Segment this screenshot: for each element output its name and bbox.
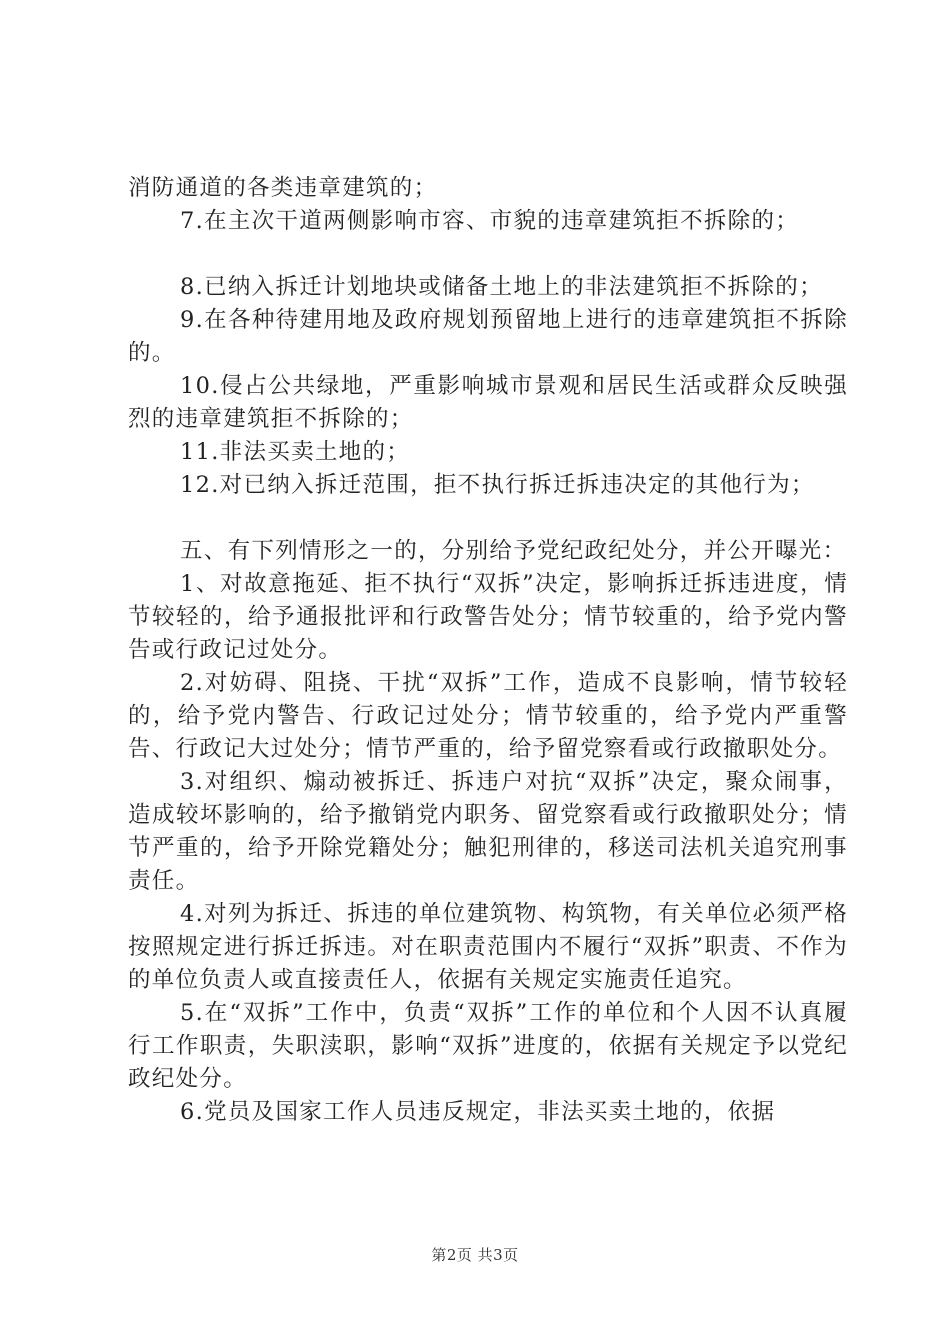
section-heading-five: 五、有下列情形之一的，分别给予党纪政纪处分，并公开曝光： — [180, 538, 847, 564]
paragraph-item-9: 9.在各种待建用地及政府规划预留地上进行的违章建筑拒不拆除的。 — [128, 307, 848, 366]
paragraph-item-11: 11.非法买卖土地的； — [180, 439, 411, 465]
paragraph-penalty-1: 1、对故意拖延、拒不执行“双拆”决定，影响拆迁拆违进度，情节较轻的，给予通报批评和行政警告处分；情节较重的，给予党内警告或行政记过处分。 — [128, 571, 848, 663]
paragraph-item-10: 10.侵占公共绿地，严重影响城市景观和居民生活或群众反映强烈的违章建筑拒不拆除的； — [128, 373, 848, 432]
document-body — [128, 172, 848, 1129]
page-number-footer: 第2页 共3页 — [431, 1246, 519, 1264]
paragraph-penalty-2: 2.对妨碍、阻挠、干扰“双拆”工作，造成不良影响，情节较轻的，给予党内警告、行政记过处分；情节较重的，给予党内严重警告、行政记大过处分；情节严重的，给予留党察看或行政撤职处分。 — [128, 670, 848, 762]
paragraph-continuation: 消防通道的各类违章建筑的； — [128, 175, 438, 201]
paragraph-item-12: 12.对已纳入拆迁范围，拒不执行拆迁拆违决定的其他行为； — [180, 472, 815, 498]
paragraph-item-8: 8.已纳入拆迁计划地块或储备土地上的非法建筑拒不拆除的； — [180, 274, 823, 300]
paragraph-penalty-3: 3.对组织、煽动被拆迁、拆违户对抗“双拆”决定，聚众闹事，造成较坏影响的，给予撤销党内职务、留党察看或行政撤职处分；情节严重的，给予开除党籍处分；触犯刑律的，移送司法机关追究刑事责任。 — [128, 769, 848, 894]
paragraph-penalty-4: 4.对列为拆迁、拆违的单位建筑物、构筑物，有关单位必须严格按照规定进行拆迁拆违。对在职责范围内不履行“双拆”职责、不作为的单位负责人或直接责任人，依据有关规定实施责任追究。 — [128, 901, 848, 993]
paragraph-item-7: 7.在主次干道两侧影响市容、市貌的违章建筑拒不拆除的； — [180, 208, 800, 234]
paragraph-penalty-6: 6.党员及国家工作人员违反规定，非法买卖土地的，依据 — [180, 1099, 776, 1125]
paragraph-penalty-5: 5.在“双拆”工作中，负责“双拆”工作的单位和个人因不认真履行工作职责，失职渎职，影响“双拆”进度的，依据有关规定予以党纪政纪处分。 — [128, 1000, 848, 1092]
